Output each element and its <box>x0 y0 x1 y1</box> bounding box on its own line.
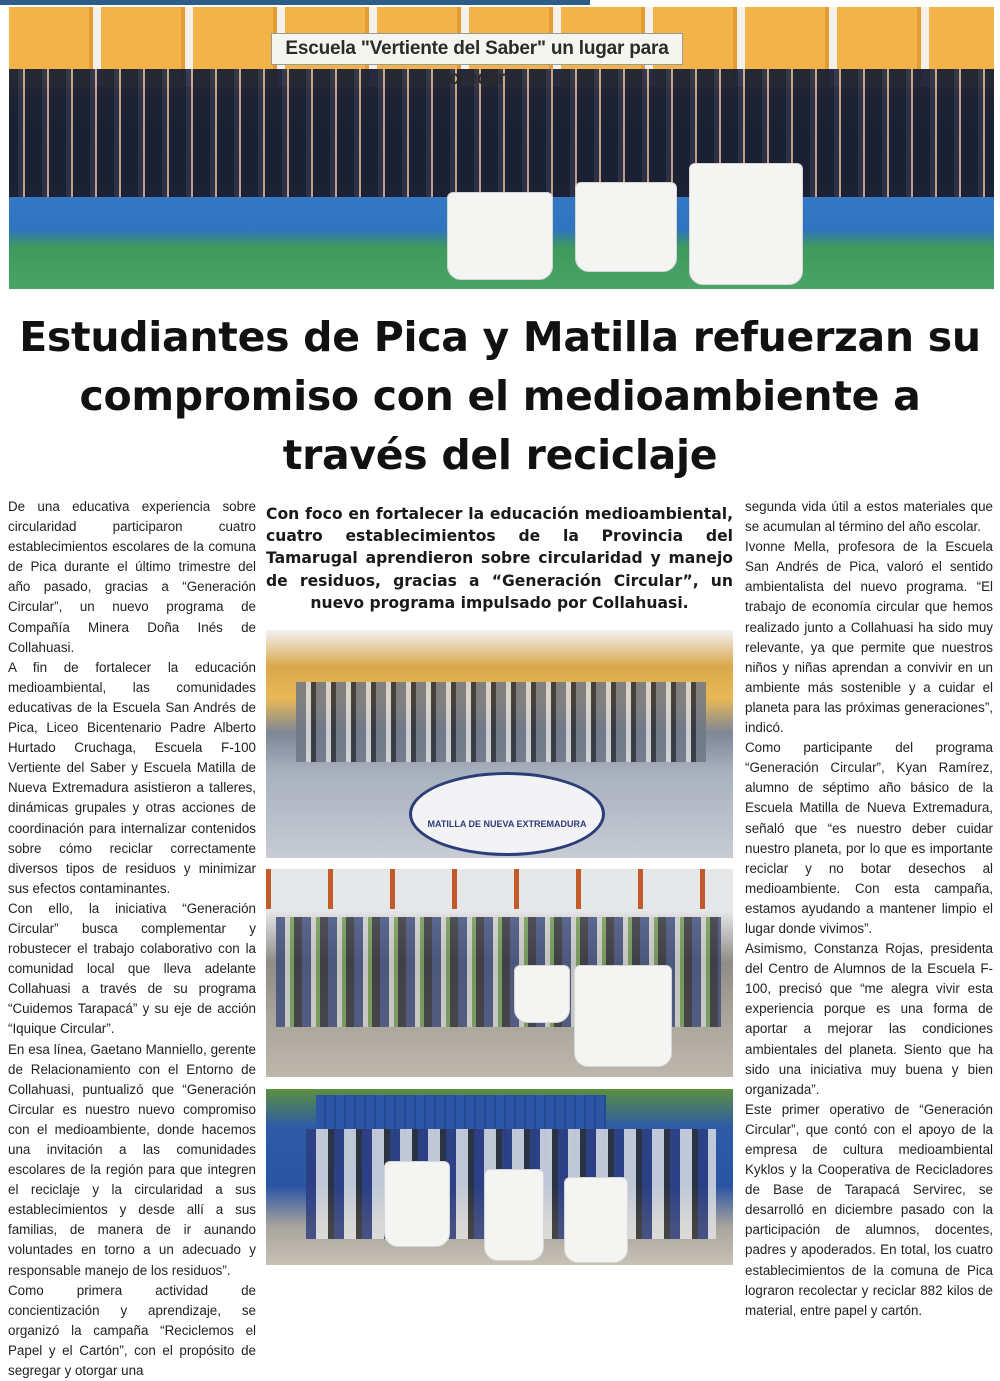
left-column <box>8 497 256 1381</box>
paragraph: segunda vida útil a estos materiales que se acumulan al término del año escolar. <box>745 499 993 535</box>
recycling-bag <box>514 965 570 1023</box>
recycling-bag <box>484 1169 544 1261</box>
paragraph: A fin de fortalecer la educación medioambiental, las comunidades educativas de la Escuela San Andrés de Pica, Liceo Bicentenario Padre Alberto Hurtado Cruchaga, Escuela F-100 Vertiente del Saber y Escuela Matilla de Nueva Extremadura asistieron a talleres, dinámicas grupales y otras acciones de coordinación para internalizar contenidos sobre cómo reciclar correctamente diversos tipos de residuos y minimizar sus efectos contaminantes. <box>8 659 256 896</box>
student-group <box>296 682 706 762</box>
article-headline: Estudiantes de Pica y Matilla refuerzan su compromiso con el medioambiente a través del reciclaje <box>19 313 981 479</box>
paragraph: Asimismo, Constanza Rojas, presidenta del Centro de Alumnos de la Escuela F-100, precisó que “me alegra vivir esta experiencia porque es una forma de aportar a mejorar las condiciones ambientales del planeta. Siento que ha sido una iniciativa muy buena y bien organizada”. <box>745 941 993 1097</box>
paragraph: Como participante del programa “Generación Circular”, Kyan Ramírez, alumno de séptimo año básico de la Escuela Matilla de Nueva Extremadura, señaló que “es nuestro deber cuidar nuestro planeta, por lo que es importante reciclar y no botar desechos al medioambiente. Con esta campaña, estamos ayudando a mantener limpio el lugar donde vivimos”. <box>745 740 993 936</box>
top-accent-bar <box>0 0 590 5</box>
paragraph: Ivonne Mella, profesora de la Escuela San Andrés de Pica, valoró el sentido ambientalista del nuevo programa. “El trabajo de economía circular que hemos realizado junto a Collahuasi ha sido muy relevante, ya que permite que nuestros niños y niñas aprendan a convivir en un ambiente más sostenible y a cuidar el planeta para las próximas generaciones”, indicó. <box>745 539 993 736</box>
school-logo <box>409 772 605 856</box>
paragraph: Como primera actividad de concientización y aprendizaje, se organizó la campaña “Reciclemos el Papel y el Cartón”, con el propósito de segregar y otorgar una <box>8 1282 256 1379</box>
recycling-bag <box>689 163 803 285</box>
hero-photo <box>9 7 994 289</box>
article-lead: Con foco en fortalecer la educación medioambiental, cuatro establecimientos de la Provincia del Tamarugal aprendieron sobre circularidad y manejo de residuos, gracias a “Generación Circular”, un nuevo programa impulsado por Collahuasi. <box>266 505 733 612</box>
roof-beams <box>266 869 733 909</box>
paragraph: Este primer operativo de “Generación Circular”, que contó con el apoyo de la empresa de cultura medioambiental Kyklos y la Cooperativa de Recicladores de Base de Tarapacá Servirec, se desarrolló en diciembre pasado con la participación de alumnos, docentes, padres y apoderados. En total, los cuatro establecimientos de la comuna de Pica lograron recolectar y reciclar 882 kilos de material, entre papel y cartón. <box>745 1101 993 1318</box>
photo-blue-gate <box>266 1089 733 1265</box>
recycling-bag <box>574 965 672 1067</box>
photo-school-patio <box>266 869 733 1077</box>
recycling-bag <box>564 1177 628 1263</box>
paragraph: Con ello, la iniciativa “Generación Circular” busca complementar y robustecer el trabajo colaborativo con la comunidad local que lleva adelante Collahuasi a través de su programa “Cuidemos Tarapacá” y su eje de acción “Iquique Circular”. <box>8 900 256 1037</box>
school-banner: Escuela "Vertiente del Saber" un lugar para crecer <box>271 33 683 65</box>
photo-matilla-school <box>266 630 733 858</box>
recycling-bag <box>575 182 677 272</box>
paragraph: En esa línea, Gaetano Manniello, gerente de Relacionamiento con el Entorno de Collahuasi, puntualizó que “Generación Circular es nuestro nuevo compromiso con el medioambiente, donde hacemos una invitación a las comunidades escolares de la región para que integren el reciclaje y la circularidad a sus establecimientos y desde allí a sus familias, de manera de ir aunando voluntades en torno a un adecuado y responsable manejo de los residuos”. <box>8 1041 256 1278</box>
right-column <box>745 497 993 1321</box>
school-logo-text: MATILLA DE NUEVA EXTREMADURA <box>427 819 587 829</box>
recycling-bag <box>384 1161 450 1247</box>
paragraph: De una educativa experiencia sobre circularidad participaron cuatro establecimientos escolares de la comuna de Pica durante el último trimestre del año pasado, gracias a “Generación Circular”, un nuevo programa de Compañía Minera Doña Inés de Collahuasi. <box>8 499 256 655</box>
recycling-bag <box>447 192 553 280</box>
